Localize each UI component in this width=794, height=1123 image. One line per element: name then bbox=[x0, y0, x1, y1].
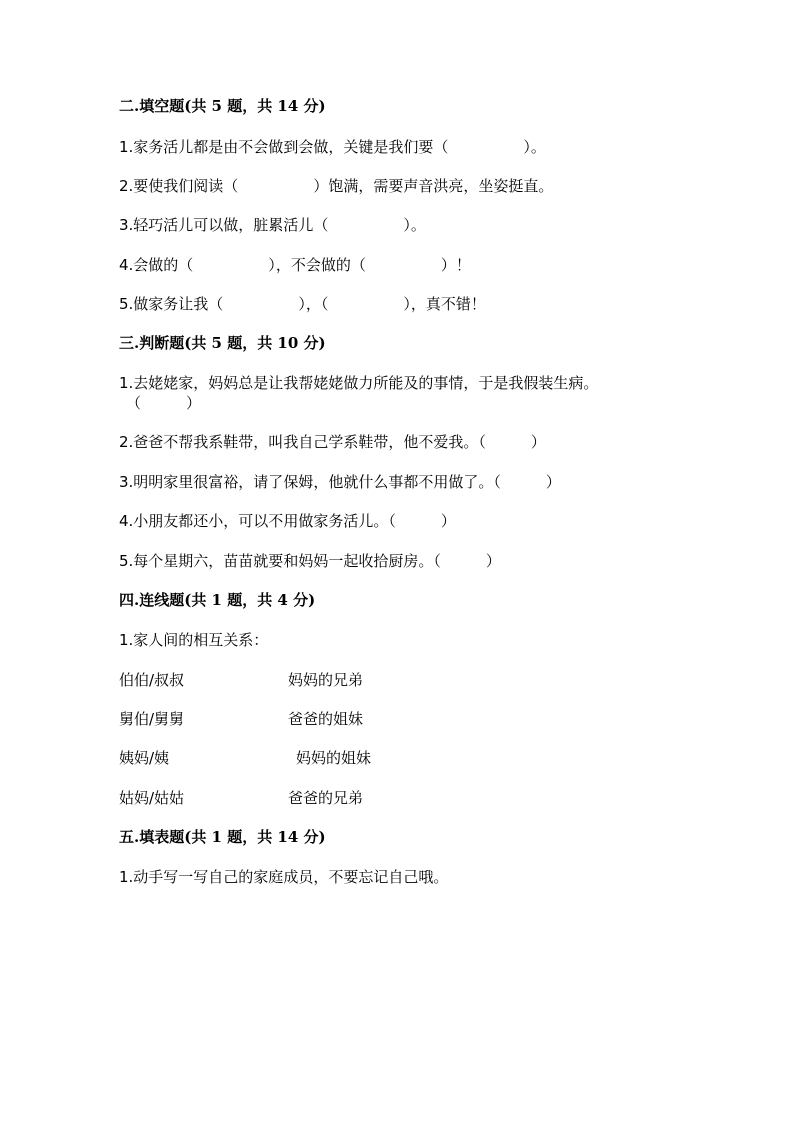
judge-question-5: 5.每个星期六，苗苗就要和妈妈一起收拾厨房。（ ） bbox=[119, 552, 501, 570]
judge-question-3: 3.明明家里很富裕，请了保姆，他就什么事都不用做了。（ ） bbox=[119, 473, 561, 491]
match-right-item: 爸爸的兄弟 bbox=[288, 789, 364, 807]
match-left-item: 舅伯/舅舅 bbox=[119, 710, 185, 728]
fill-question-5: 5.做家务让我（ ），（ ），真不错！ bbox=[119, 295, 486, 313]
section-heading-table: 五.填表题(共 1 题，共 14 分) bbox=[119, 828, 326, 846]
match-right-item: 爸爸的姐妹 bbox=[288, 710, 364, 728]
match-right-item: 妈妈的兄弟 bbox=[288, 671, 364, 689]
match-right-item: 妈妈的姐妹 bbox=[296, 749, 372, 767]
fill-question-1: 1.家务活儿都是由不会做到会做，关键是我们要（ ）。 bbox=[119, 138, 546, 156]
match-left-item: 伯伯/叔叔 bbox=[119, 671, 185, 689]
section-heading-judge: 三.判断题(共 5 题，共 10 分) bbox=[119, 334, 326, 352]
fill-question-2: 2.要使我们阅读（ ）饱满，需要声音洪亮，坐姿挺直。 bbox=[119, 177, 554, 195]
table-question: 1.动手写一写自己的家庭成员，不要忘记自己哦。 bbox=[119, 868, 449, 886]
judge-question-2: 2.爸爸不帮我系鞋带，叫我自己学系鞋带，他不爱我。（ ） bbox=[119, 433, 546, 451]
match-left-item: 姑妈/姑姑 bbox=[119, 789, 185, 807]
judge-question-1: 1.去姥姥家，妈妈总是让我帮姥姥做力所能及的事情，于是我假装生病。 bbox=[119, 374, 599, 392]
judge-question-4: 4.小朋友都还小，可以不用做家务活儿。（ ） bbox=[119, 512, 456, 530]
section-heading-fill: 二.填空题(共 5 题，共 14 分) bbox=[119, 97, 326, 115]
judge-question-1-blank: （ ） bbox=[126, 394, 202, 412]
match-left-item: 姨妈/姨 bbox=[119, 749, 170, 767]
fill-question-4: 4.会做的（ ），不会做的（ ）！ bbox=[119, 256, 471, 274]
section-heading-match: 四.连线题(共 1 题，共 4 分) bbox=[119, 591, 316, 609]
match-question: 1.家人间的相互关系： bbox=[119, 631, 269, 649]
fill-question-3: 3.轻巧活儿可以做，脏累活儿（ ）。 bbox=[119, 216, 426, 234]
